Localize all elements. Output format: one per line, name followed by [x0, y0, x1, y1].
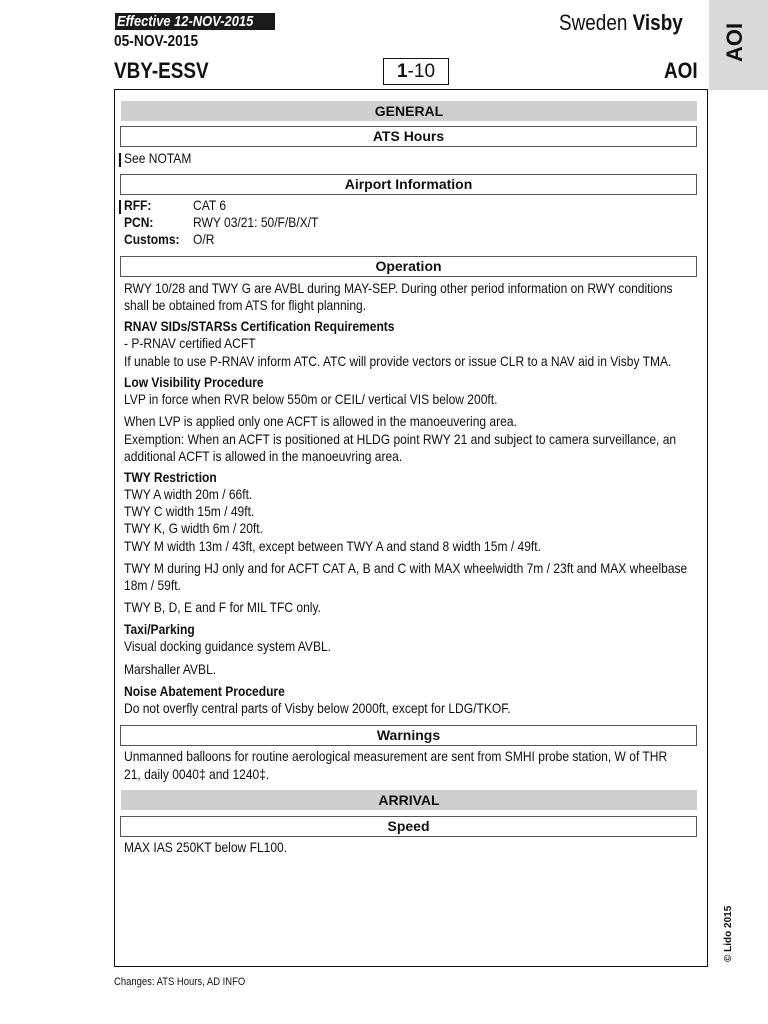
- copyright: © Lido 2015: [723, 905, 734, 962]
- publication-date: 05-NOV-2015: [114, 33, 199, 50]
- lvp-text: LVP in force when RVR below 550m or CEIL/ vertical VIS below 200ft.: [124, 391, 498, 407]
- rnav-subheading: RNAV SIDs/STARSs Certification Requirements: [124, 318, 395, 334]
- operation-text: shall be obtained from ATS for flight planning.: [124, 297, 367, 313]
- location-title: [559, 10, 703, 36]
- airport-code: VBY-ESSV: [114, 58, 209, 83]
- pcn-label: PCN:: [124, 214, 154, 230]
- twy-subheading: TWY Restriction: [124, 469, 217, 485]
- taxi-subheading: Taxi/Parking: [124, 621, 195, 637]
- lvp-text: Exemption: When an ACFT is positioned at HLDG point RWY 21 and subject to camera surveillance, an: [124, 431, 677, 447]
- section-arrival-header: ARRIVAL: [121, 790, 697, 810]
- twy-text: 18m / 59ft.: [124, 577, 181, 593]
- rnav-text: - P-RNAV certified ACFT: [124, 335, 256, 351]
- lvp-text: additional ACFT is allowed in the manoeuvring area.: [124, 448, 403, 464]
- ats-hours-text: See NOTAM: [124, 150, 192, 166]
- rff-label: RFF:: [124, 197, 152, 213]
- section-code: AOI: [663, 58, 698, 83]
- noise-text: Do not overfly central parts of Visby below 2000ft, except for LDG/TKOF.: [124, 700, 511, 716]
- twy-text: TWY B, D, E and F for MIL TFC only.: [124, 599, 321, 615]
- city-name: Visby: [632, 10, 683, 35]
- twy-text: TWY K, G width 6m / 20ft.: [124, 520, 263, 536]
- country-name: Sweden: [559, 10, 628, 35]
- page-number: [383, 58, 449, 85]
- side-tab-label: AOI: [722, 22, 747, 62]
- speed-text: MAX IAS 250KT below FL100.: [124, 839, 288, 855]
- lvp-text: When LVP is applied only one ACFT is allowed in the manoeuvering area.: [124, 413, 517, 429]
- operation-text: RWY 10/28 and TWY G are AVBL during MAY-SEP. During other period information on RWY conditions: [124, 280, 673, 296]
- section-general-header: GENERAL: [121, 101, 697, 121]
- changes-note: Changes: ATS Hours, AD INFO: [114, 976, 246, 988]
- noise-subheading: Noise Abatement Procedure: [124, 683, 285, 699]
- warnings-header: Warnings: [120, 725, 697, 746]
- twy-text: TWY A width 20m / 66ft.: [124, 486, 253, 502]
- taxi-text: Visual docking guidance system AVBL.: [124, 638, 332, 654]
- twy-text: TWY M during HJ only and for ACFT CAT A, B and C with MAX wheelwidth 7m / 23ft and MAX wheelbase: [124, 560, 688, 576]
- effective-date-banner: Effective 12-NOV-2015: [115, 13, 275, 30]
- page-major: 1: [396, 61, 408, 82]
- rff-value: CAT 6: [193, 197, 227, 213]
- warnings-text: 21, daily 0040‡ and 1240‡.: [124, 766, 270, 782]
- customs-value: O/R: [193, 231, 215, 247]
- ats-hours-header: ATS Hours: [120, 126, 697, 147]
- customs-label: Customs:: [124, 231, 180, 247]
- speed-header: Speed: [120, 816, 697, 837]
- airport-info-header: Airport Information: [120, 174, 697, 195]
- warnings-text: Unmanned balloons for routine aerological measurement are sent from SMHI probe station, W of THR: [124, 748, 668, 764]
- twy-text: TWY C width 15m / 49ft.: [124, 503, 255, 519]
- rnav-text: If unable to use P-RNAV inform ATC. ATC will provide vectors or issue CLR to a NAV aid in Visby TMA.: [124, 353, 672, 369]
- change-bar: [119, 153, 121, 167]
- lvp-subheading: Low Visibility Procedure: [124, 374, 264, 390]
- page-minor: -10: [407, 61, 436, 82]
- change-bar: [119, 200, 121, 214]
- twy-text: TWY M width 13m / 43ft, except between TWY A and stand 8 width 15m / 49ft.: [124, 538, 541, 554]
- operation-header: Operation: [120, 256, 697, 277]
- pcn-value: RWY 03/21: 50/F/B/X/T: [193, 214, 319, 230]
- taxi-text: Marshaller AVBL.: [124, 661, 217, 677]
